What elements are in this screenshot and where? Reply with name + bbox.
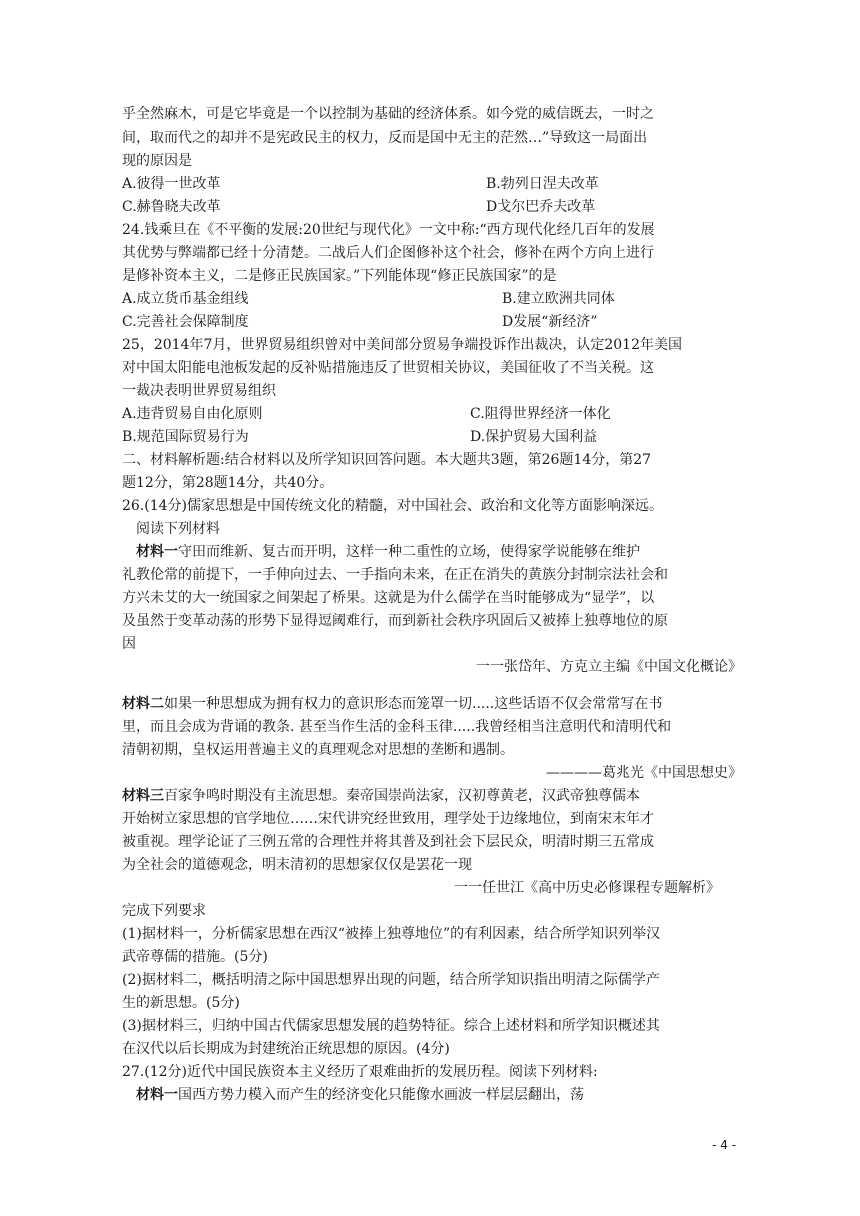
q24-option-b: B.建立欧洲共同体 xyxy=(502,291,615,307)
q26-material-1-source: 一一张岱年、方克立主编《中国文化概论》 xyxy=(476,659,742,675)
q26-read-prompt: 阅读下列材料 xyxy=(136,521,220,537)
q24-option-a: A.成立货币基金组线 xyxy=(122,291,249,307)
material-1-label: 材料一 xyxy=(136,544,178,560)
q26-material-3-source: 一一任世江《高中历史必修课程专题解析》 xyxy=(454,880,720,896)
q26-material-3-line-4: 为全社会的道德观念，明末清初的思想家仅仅是罢花一现 xyxy=(122,857,472,873)
q26-material-1-line-1 xyxy=(136,542,640,562)
q23-line-3: 现的原因是 xyxy=(122,153,192,169)
q23-option-d: D戈尔巴乔夫改革 xyxy=(486,199,596,215)
q26-material-1-line-3: 方兴未艾的大一统国家之间架起了桥果。这就是为什么儒学在当时能够成为“显学”，以 xyxy=(122,590,655,606)
section2-line-2: 题12分，第28题14分，共40分。 xyxy=(122,475,334,491)
q25-option-a: A.违背贸易自由化原则 xyxy=(122,406,263,422)
q23-option-b: B.勃列日涅夫改革 xyxy=(486,176,599,192)
q26-requirement-1-line-1: (1)据材料一，分析儒家思想在西汉“被捧上独尊地位”的有利因素，结合所学知识列举汉 xyxy=(122,926,661,942)
q25-option-b: B.规范国际贸易行为 xyxy=(122,429,249,445)
q25-line-2: 对中国太阳能电池板发起的反补贴措施违反了世贸相关协议，美国征收了不当关税。这 xyxy=(122,360,654,376)
q26-material-2-source: ————葛兆光《中国思想史》 xyxy=(546,765,742,781)
q26-requirements-heading: 完成下列要求 xyxy=(122,903,206,919)
q26-material-3-line-3: 被重视。理学论证了三例五常的合理性并将其普及到社会下层民众，明清时期三五常成 xyxy=(122,834,654,850)
material-2-text: 如果一种思想成为拥有权力的意识形态而笼罩一切.....这些话语不仅会常常写在书 xyxy=(164,696,663,712)
q27-material-1-label: 材料一 xyxy=(136,1087,178,1103)
q26-stem: 26.(14分)儒家思想是中国传统文化的精髓，对中国社会、政治和文化等方面影响深远。 xyxy=(122,498,664,514)
q24-option-c: C.完善社会保障制度 xyxy=(122,314,249,330)
material-3-label: 材料三 xyxy=(122,788,164,804)
q26-material-3-line-1 xyxy=(122,786,640,806)
q23-option-a: A.彼得一世改革 xyxy=(122,176,221,192)
q26-material-1-line-5: 因 xyxy=(122,636,136,652)
material-1-text: 守田而维新、复古而开明，这样一种二重性的立场，使得家学说能够在维护 xyxy=(178,544,640,560)
q27-material-1-text: 国西方势力模入而产生的经济变化只能像水画波一样层层翻出，荡 xyxy=(178,1087,584,1103)
q25-line-1: 25，2014年7月，世界贸易组织曾对中美间部分贸易争端投诉作出裁决，认定2012年美国 xyxy=(122,337,682,353)
q27-stem: 27.(12分)近代中国民族资本主义经历了艰难曲折的发展历程。阅读下列材料: xyxy=(122,1064,598,1080)
q24-option-d: D发展“新经济” xyxy=(502,314,598,330)
q24-line-3: 是修补资本主义，二是修正民族国家。”下列能体现“修正民族国家”的是 xyxy=(122,268,557,284)
q23-line-1: 乎全然麻木，可是它毕竟是一个以控制为基础的经济体系。如今党的威信既去，一时之 xyxy=(122,106,654,122)
q24-line-2: 其优势与弊端都已经十分清楚。二战后人们企图修补这个社会，修补在两个方向上进行 xyxy=(122,245,654,261)
q26-requirement-1-line-2: 武帝尊儒的措施。(5分) xyxy=(122,949,268,965)
q24-line-1: 24.钱乘旦在《不平衡的发展:20世纪与现代化》一文中称:“西方现代化经几百年的发展 xyxy=(122,222,655,238)
q26-material-3-line-2: 开始树立家思想的官学地位……宋代讲究经世致用，理学处于边缘地位，到南宋末年才 xyxy=(122,811,654,827)
q26-material-2-line-2: 里，而且会成为背诵的教条. 甚至当作生活的金科玉律.....我曾经相当注意明代和清明代和 xyxy=(122,719,672,735)
q26-material-1-line-4: 及虽然于变革动荡的形势下显得逗阈难行，而到新社会秩序巩固后又被捧上独尊地位的原 xyxy=(122,613,668,629)
section2-line-1: 二、材料解析题:结合材料以及所学知识回答问题。本大题共3题，第26题14分，第27 xyxy=(122,452,652,468)
q26-requirement-3-line-2: 在汉代以后长期成为封建统治正统思想的原因。(4分) xyxy=(122,1041,450,1057)
q26-requirement-2-line-2: 生的新思想。(5分) xyxy=(122,995,240,1011)
q27-material-1-line-1 xyxy=(136,1085,584,1105)
q26-material-2-line-3: 清朝初期，皇权运用普遍主义的真理观念对思想的垄断和遇制。 xyxy=(122,742,514,758)
q26-requirement-2-line-1: (2)据材料二，概括明清之际中国思想界出现的问题，结合所学知识指出明清之际儒学产 xyxy=(122,972,660,988)
q26-material-1-line-2: 礼教伦常的前提下，一手伸向过去、一手指向未来，在正在消失的黄族分封制宗法社会和 xyxy=(122,567,668,583)
q26-requirement-3-line-1: (3)据材料三，归纳中国古代儒家思想发展的趋势特征。综合上述材料和所学知识概述其 xyxy=(122,1018,660,1034)
q25-option-d: D.保护贸易大国利益 xyxy=(470,429,598,445)
q25-line-3: 一裁决表明世界贸易组织 xyxy=(122,383,276,399)
material-2-label: 材料二 xyxy=(122,696,164,712)
page-number: - 4 - xyxy=(712,1138,736,1152)
q23-line-2: 间，取而代之的却并不是宪政民主的权力，反而是国中无主的茫然…”导致这一局面出 xyxy=(122,130,648,146)
q25-option-c: C.阻得世界经济一体化 xyxy=(470,406,611,422)
q23-option-c: C.赫鲁晓夫改革 xyxy=(122,199,221,215)
q26-material-2-line-1 xyxy=(122,694,662,714)
material-3-text: 百家争鸣时期没有主流思想。秦帝国崇尚法家，汉初尊黄老，汉武帝独尊儒本 xyxy=(164,788,640,804)
